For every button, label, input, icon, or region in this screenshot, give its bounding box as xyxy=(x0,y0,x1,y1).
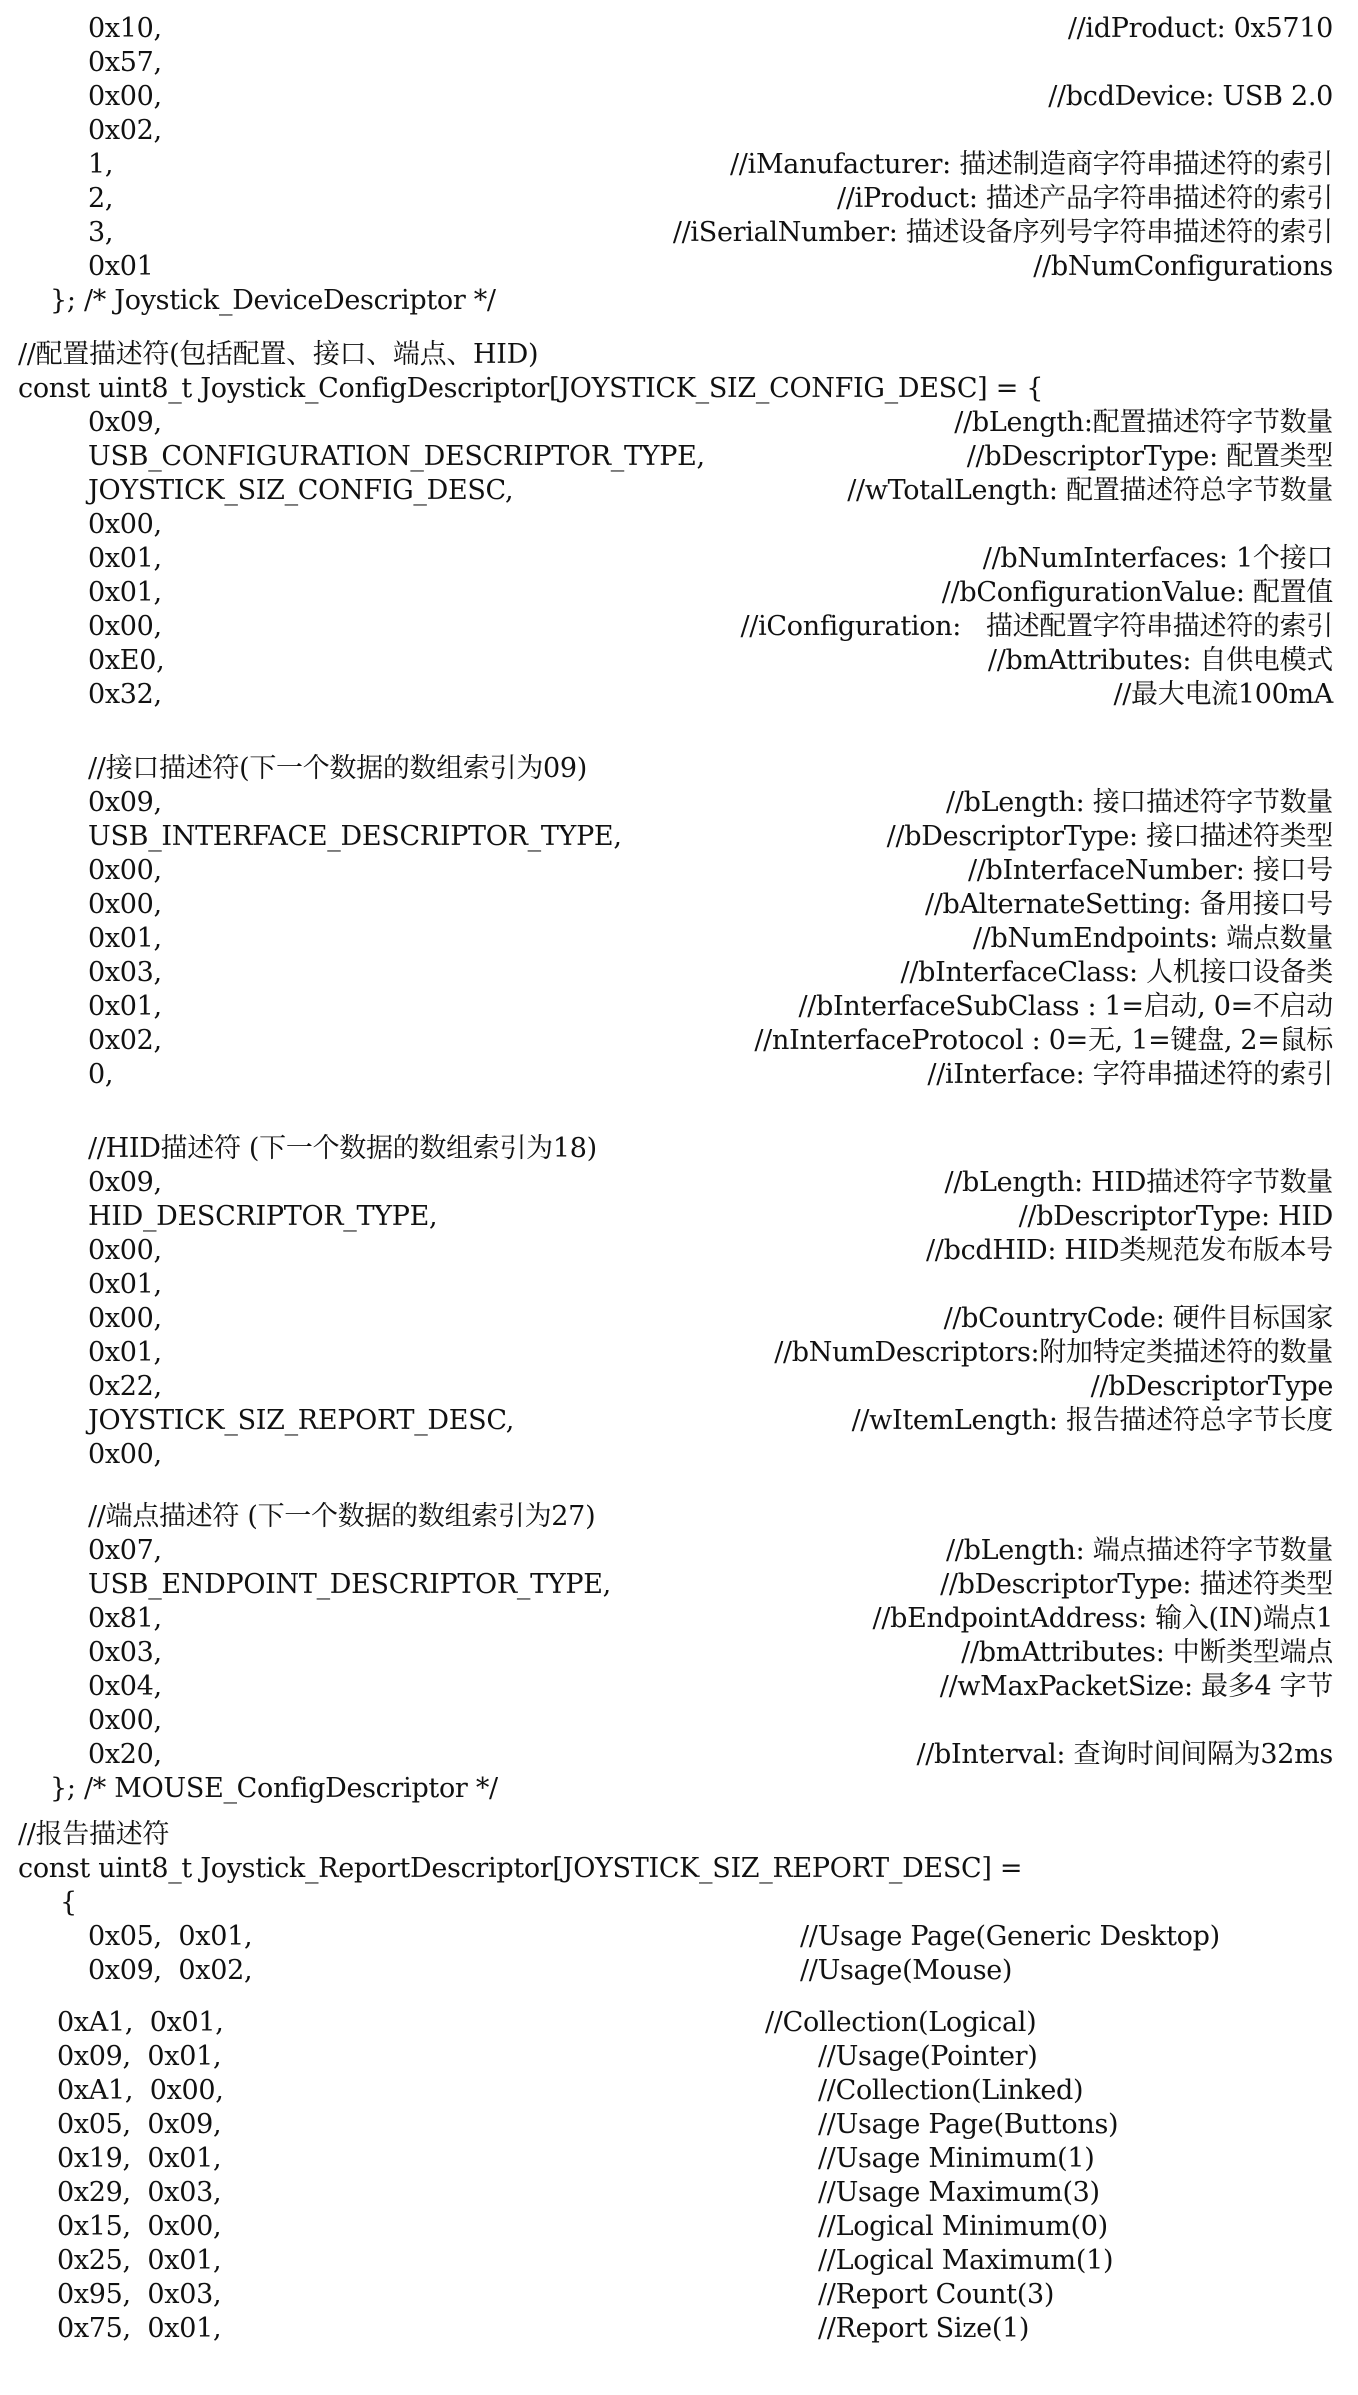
code-line xyxy=(0,474,1358,508)
code-line xyxy=(0,2278,1358,2312)
code-text: }; /* MOUSE_ConfigDescriptor */ xyxy=(50,1773,498,1804)
code-line xyxy=(0,1954,1358,1988)
code-comment: //最大电流100mA xyxy=(1113,679,1333,710)
code-line xyxy=(0,2244,1358,2278)
code-text: }; /* Joystick_DeviceDescriptor */ xyxy=(50,285,496,316)
code-comment: //bAlternateSetting: 备用接口号 xyxy=(924,889,1333,920)
code-text: 0x22, xyxy=(88,1371,162,1402)
code-text: 0x00, xyxy=(88,889,162,920)
code-comment: //bInterfaceClass: 人机接口设备类 xyxy=(900,957,1333,988)
code-comment: //nInterfaceProtocol : 0=无, 1=键盘, 2=鼠标 xyxy=(754,1025,1333,1056)
code-text: 0x81, xyxy=(88,1603,162,1634)
code-line xyxy=(0,956,1358,990)
code-line xyxy=(0,990,1358,1024)
code-comment: //iConfiguration: 描述配置字符串描述符的索引 xyxy=(740,611,1333,642)
code-text: 0, xyxy=(88,1059,114,1090)
code-comment: //Collection(Linked) xyxy=(818,2075,1084,2106)
code-comment: //bDescriptorType xyxy=(1090,1371,1333,1402)
code-line xyxy=(0,1132,1358,1166)
code-text: 0x00, xyxy=(88,1439,162,1470)
code-line xyxy=(0,1852,1358,1886)
code-comment: //bmAttributes: 中断类型端点 xyxy=(961,1637,1333,1668)
code-comment: //wTotalLength: 配置描述符总字节数量 xyxy=(847,475,1333,506)
code-comment: //bInterfaceSubClass : 1=启动, 0=不启动 xyxy=(798,991,1333,1022)
code-text: 0x00, xyxy=(88,855,162,886)
code-text: //配置描述符(包括配置、接口、端点、HID) xyxy=(18,339,539,370)
code-comment: //Report Count(3) xyxy=(818,2279,1055,2310)
code-text: 0x10, xyxy=(88,13,162,44)
code-line xyxy=(0,2074,1358,2108)
code-text: 0x20, xyxy=(88,1739,162,1770)
code-comment: //Logical Minimum(0) xyxy=(818,2211,1108,2242)
code-text: USB_CONFIGURATION_DESCRIPTOR_TYPE, xyxy=(88,441,705,472)
code-comment: //iSerialNumber: 描述设备序列号字符串描述符的索引 xyxy=(672,217,1333,248)
code-line xyxy=(0,1568,1358,1602)
code-comment: //bLength: HID描述符字节数量 xyxy=(944,1167,1333,1198)
code-line xyxy=(0,1772,1358,1806)
code-line xyxy=(0,1920,1358,1954)
code-text: 0x15, 0x00, xyxy=(57,2211,222,2242)
code-text: 0x02, xyxy=(88,115,162,146)
code-line xyxy=(0,508,1358,542)
code-line xyxy=(0,922,1358,956)
code-text: 0x09, 0x01, xyxy=(57,2041,222,2072)
code-line xyxy=(0,1268,1358,1302)
code-comment: //bEndpointAddress: 输入(IN)端点1 xyxy=(872,1603,1333,1634)
code-comment: //bInterval: 查询时间间隔为32ms xyxy=(916,1739,1333,1770)
code-text: 0x03, xyxy=(88,957,162,988)
code-line xyxy=(0,1500,1358,1534)
code-line xyxy=(0,1738,1358,1772)
code-text: USB_INTERFACE_DESCRIPTOR_TYPE, xyxy=(88,821,622,852)
code-line xyxy=(0,542,1358,576)
code-comment: //wItemLength: 报告描述符总字节长度 xyxy=(851,1405,1333,1436)
code-line xyxy=(0,2210,1358,2244)
code-line xyxy=(0,216,1358,250)
code-comment: //Usage Page(Generic Desktop) xyxy=(800,1921,1220,1952)
code-text: 1, xyxy=(88,149,114,180)
code-line xyxy=(0,644,1358,678)
code-text: 0x00, xyxy=(88,1705,162,1736)
code-line xyxy=(0,854,1358,888)
code-text: 0x05, 0x09, xyxy=(57,2109,222,2140)
code-text: 0x00, xyxy=(88,1303,162,1334)
code-line xyxy=(0,114,1358,148)
code-line xyxy=(0,1370,1358,1404)
code-text: 3, xyxy=(88,217,114,248)
code-line xyxy=(0,1886,1358,1920)
code-text: 0x01, xyxy=(88,1269,162,1300)
code-line xyxy=(0,46,1358,80)
code-line xyxy=(0,1438,1358,1472)
code-comment: //Usage(Pointer) xyxy=(818,2041,1038,2072)
code-line xyxy=(0,888,1358,922)
code-text: //端点描述符 (下一个数据的数组索引为27) xyxy=(88,1501,596,1532)
code-text: 0x05, 0x01, xyxy=(88,1921,253,1952)
code-line xyxy=(0,1404,1358,1438)
code-comment: //bNumInterfaces: 1个接口 xyxy=(982,543,1333,574)
code-text: 0x09, xyxy=(88,1167,162,1198)
code-line xyxy=(0,1534,1358,1568)
code-text: 0x19, 0x01, xyxy=(57,2143,222,2174)
code-text: 0x02, xyxy=(88,1025,162,1056)
code-line xyxy=(0,1704,1358,1738)
code-comment: //Usage(Mouse) xyxy=(800,1955,1013,1986)
code-text: JOYSTICK_SIZ_CONFIG_DESC, xyxy=(88,475,514,506)
code-line xyxy=(0,2108,1358,2142)
code-line xyxy=(0,820,1358,854)
code-text: 0x07, xyxy=(88,1535,162,1566)
code-line xyxy=(0,2006,1358,2040)
code-line xyxy=(0,1200,1358,1234)
code-line xyxy=(0,2176,1358,2210)
code-line xyxy=(0,440,1358,474)
code-text: 0x09, xyxy=(88,407,162,438)
code-text: HID_DESCRIPTOR_TYPE, xyxy=(88,1201,438,1232)
code-text: 0x01, xyxy=(88,1337,162,1368)
code-line xyxy=(0,250,1358,284)
code-comment: //bcdDevice: USB 2.0 xyxy=(1048,81,1333,112)
code-line xyxy=(0,372,1358,406)
code-text: 0x01, xyxy=(88,991,162,1022)
code-text: 0xE0, xyxy=(88,645,165,676)
code-comment: //bNumConfigurations xyxy=(1033,251,1333,282)
code-comment: //bLength: 接口描述符字节数量 xyxy=(946,787,1333,818)
code-comment: //Collection(Logical) xyxy=(765,2007,1037,2038)
code-comment: //bDescriptorType: 描述符类型 xyxy=(940,1569,1333,1600)
code-line xyxy=(0,284,1358,318)
code-text: 0xA1, 0x00, xyxy=(57,2075,224,2106)
code-text: 0x01, xyxy=(88,543,162,574)
code-line xyxy=(0,338,1358,372)
code-text: const uint8_t Joystick_ReportDescriptor[JOYSTICK_SIZ_REPORT_DESC] = xyxy=(18,1853,1023,1884)
code-comment: //Usage Minimum(1) xyxy=(818,2143,1095,2174)
code-text: //接口描述符(下一个数据的数组索引为09) xyxy=(88,753,588,784)
code-comment: //bLength:配置描述符字节数量 xyxy=(954,407,1333,438)
code-text: const uint8_t Joystick_ConfigDescriptor[JOYSTICK_SIZ_CONFIG_DESC] = { xyxy=(18,373,1044,404)
code-line xyxy=(0,1818,1358,1852)
code-comment: //iInterface: 字符串描述符的索引 xyxy=(927,1059,1333,1090)
code-line xyxy=(0,752,1358,786)
code-line xyxy=(0,2040,1358,2074)
code-line xyxy=(0,678,1358,712)
code-line xyxy=(0,1024,1358,1058)
code-text: 0x75, 0x01, xyxy=(57,2313,222,2344)
code-line xyxy=(0,1166,1358,1200)
code-text: 0x01 xyxy=(88,251,154,282)
code-comment: //Usage Maximum(3) xyxy=(818,2177,1100,2208)
code-text: 0x01, xyxy=(88,577,162,608)
code-line xyxy=(0,80,1358,114)
code-comment: //Logical Maximum(1) xyxy=(818,2245,1114,2276)
code-line xyxy=(0,1670,1358,1704)
code-text: 0x32, xyxy=(88,679,162,710)
code-comment: //bDescriptorType: 配置类型 xyxy=(966,441,1333,472)
code-comment: //iProduct: 描述产品字符串描述符的索引 xyxy=(837,183,1333,214)
code-comment: //wMaxPacketSize: 最多4 字节 xyxy=(939,1671,1333,1702)
code-comment: //bInterfaceNumber: 接口号 xyxy=(967,855,1333,886)
code-comment: //bDescriptorType: HID xyxy=(1018,1201,1333,1232)
code-comment: //Usage Page(Buttons) xyxy=(818,2109,1119,2140)
code-comment: //bNumDescriptors:附加特定类描述符的数量 xyxy=(774,1337,1333,1368)
code-text: 2, xyxy=(88,183,114,214)
code-comment: //bConfigurationValue: 配置值 xyxy=(941,577,1333,608)
code-comment: //bDescriptorType: 接口描述符类型 xyxy=(886,821,1333,852)
code-line xyxy=(0,406,1358,440)
code-line xyxy=(0,1058,1358,1092)
code-comment: //iManufacturer: 描述制造商字符串描述符的索引 xyxy=(730,149,1333,180)
code-text: 0x25, 0x01, xyxy=(57,2245,222,2276)
code-text: 0x29, 0x03, xyxy=(57,2177,222,2208)
code-line xyxy=(0,148,1358,182)
code-line xyxy=(0,1602,1358,1636)
code-text: 0x03, xyxy=(88,1637,162,1668)
code-comment: //bCountryCode: 硬件目标国家 xyxy=(943,1303,1333,1334)
code-text: 0x00, xyxy=(88,611,162,642)
code-text: 0x04, xyxy=(88,1671,162,1702)
code-line xyxy=(0,1234,1358,1268)
code-line xyxy=(0,2312,1358,2346)
code-line xyxy=(0,1336,1358,1370)
code-line xyxy=(0,12,1358,46)
code-text: //报告描述符 xyxy=(18,1819,170,1850)
code-text: { xyxy=(60,1887,77,1918)
code-comment: //bcdHID: HID类规范发布版本号 xyxy=(926,1235,1333,1266)
code-line xyxy=(0,610,1358,644)
code-text: 0x00, xyxy=(88,509,162,540)
code-text: 0x09, 0x02, xyxy=(88,1955,253,1986)
code-text: USB_ENDPOINT_DESCRIPTOR_TYPE, xyxy=(88,1569,611,1600)
code-text: 0x09, xyxy=(88,787,162,818)
code-comment: //bNumEndpoints: 端点数量 xyxy=(972,923,1333,954)
code-line xyxy=(0,1302,1358,1336)
code-text: 0x00, xyxy=(88,1235,162,1266)
code-line xyxy=(0,1636,1358,1670)
code-text: 0xA1, 0x01, xyxy=(57,2007,224,2038)
code-line xyxy=(0,182,1358,216)
code-text: 0x57, xyxy=(88,47,162,78)
code-comment: //bmAttributes: 自供电模式 xyxy=(987,645,1333,676)
code-comment: //Report Size(1) xyxy=(818,2313,1030,2344)
code-text: 0x00, xyxy=(88,81,162,112)
code-text: 0x01, xyxy=(88,923,162,954)
code-text: JOYSTICK_SIZ_REPORT_DESC, xyxy=(88,1405,515,1436)
code-line xyxy=(0,786,1358,820)
code-comment: //bLength: 端点描述符字节数量 xyxy=(946,1535,1333,1566)
code-text: 0x95, 0x03, xyxy=(57,2279,222,2310)
code-text: //HID描述符 (下一个数据的数组索引为18) xyxy=(88,1133,597,1164)
code-line xyxy=(0,576,1358,610)
code-comment: //idProduct: 0x5710 xyxy=(1067,13,1333,44)
code-line xyxy=(0,2142,1358,2176)
